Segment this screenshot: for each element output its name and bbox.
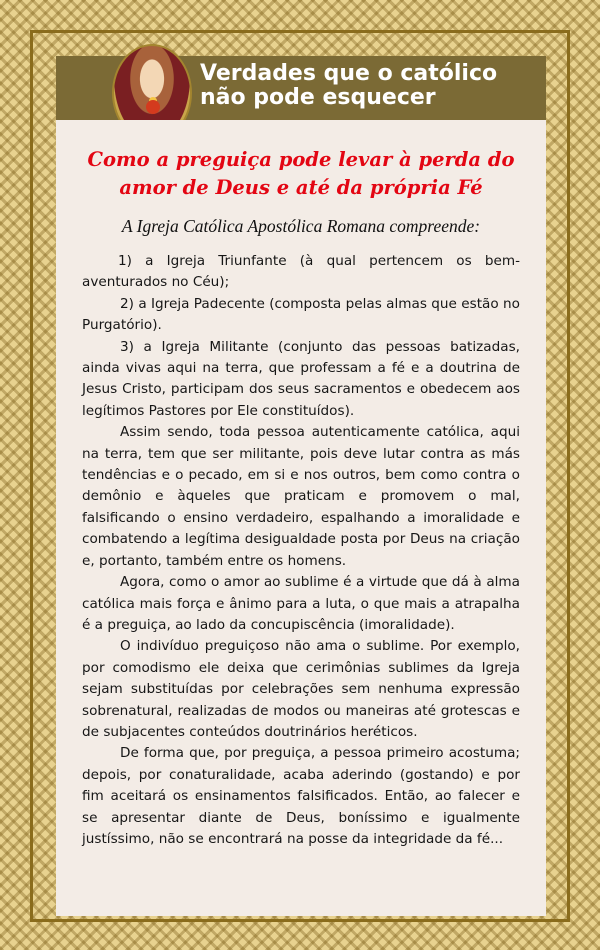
- paragraph: 2) a Igreja Padecente (composta pelas almas que estão no Purgatório).: [82, 295, 520, 334]
- paragraph: 1) a Igreja Triunfante (à qual pertencem os bem-aventurados no Céu);: [82, 253, 520, 291]
- article-body: [82, 251, 520, 850]
- paragraph: 3) a Igreja Militante (conjunto das pessoas batizadas, ainda vivas aqui na terra, que professam a fé e a doutrina de Jesus Cristo, participam dos seus sacramentos e obedecem aos legítimos Pastores por Ele constituídos).: [82, 338, 520, 419]
- article-intro: A Igreja Católica Apostólica Romana compreende:: [121, 216, 481, 236]
- page-title-line-1: Verdades que o católico: [200, 61, 498, 86]
- paragraph: O indivíduo preguiçoso não ama o sublime. Por exemplo, por comodismo ele deixa que cerimônias sublimes da Igreja sejam substituídas por celebrações sem nenhuma expressão sobrenatural, realizadas de modos ou maneiras até grotescas e de subjacentes conteúdos doutrinários heréticos.: [82, 638, 520, 740]
- paragraph: Agora, como o amor ao sublime é a virtude que dá à alma católica mais força e ânimo para a luta, o que mais a atrapalha é a preguiça, ao lado da concupiscência (imoralidade).: [82, 574, 520, 633]
- article-subtitle-line-2: amor de Deus e até da própria Fé: [119, 176, 483, 199]
- article-subtitle: [82, 146, 520, 202]
- page-title: [200, 62, 540, 110]
- page-title-line-2: não pode esquecer: [200, 85, 436, 110]
- sacred-heart-icon: [146, 100, 160, 114]
- paragraph: De forma que, por preguiça, a pessoa primeiro acostuma; depois, por conaturalidade, acaba aderindo (gostando) e por fim aceitará os ensinamentos falsificados. Então, ao falecer e se apresentar diante de Deus, boníssimo e igualmente justíssimo, não se encontrará na posse da integridade da fé...: [82, 745, 520, 847]
- article-panel: [56, 120, 546, 916]
- article-subtitle-line-1: Como a preguiça pode levar à perda do: [87, 148, 515, 171]
- paragraph: Assim sendo, toda pessoa autenticamente católica, aqui na terra, tem que ser militante, pois deve lutar contra as más tendências e o pecado, em si e nos outros, bem como contra o demônio e àqueles que praticam e promovem o mal, falsificando o ensino verdadeiro, espalhando a imoralidade e combatendo a legítima desigualdade posta por Deus na criação e, portanto, também entre os homens.: [82, 424, 520, 569]
